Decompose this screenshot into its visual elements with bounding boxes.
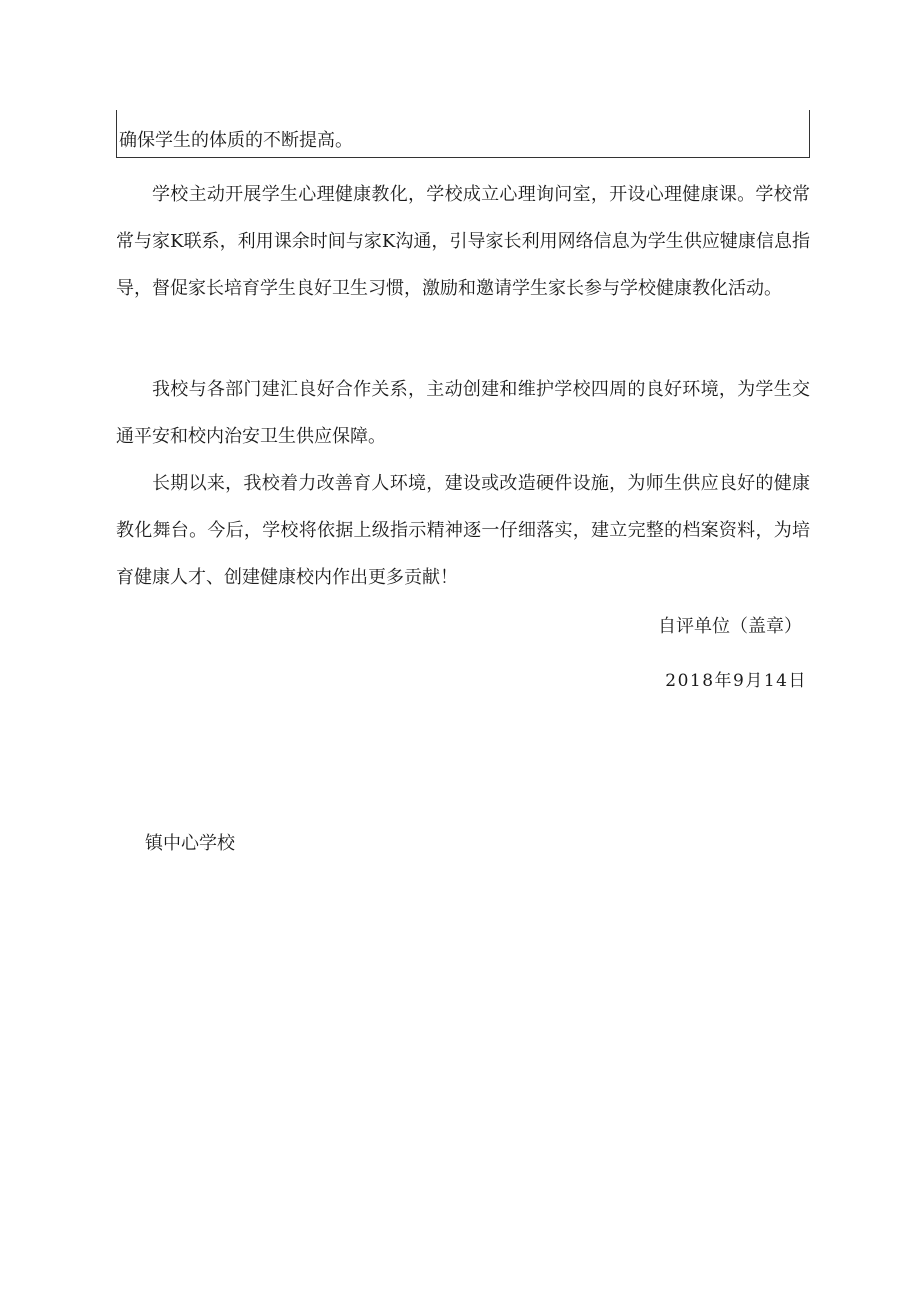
paragraph-cooperation: 我校与各部门建汇良好合作关系，主动创建和维护学校四周的良好环境，为学生交通平安和校内治安卫生供应保障。 — [116, 379, 810, 447]
school-name: 镇中心学校 — [145, 833, 235, 854]
paragraph-environment: 长期以来，我校着力改善育人环境，建设或改造硬件设施，为师生供应良好的健康教化舞台。今后，学校将依据上级指示精神逐一仔细落实，建立完整的档案资料，为培育健康人才、创建健康校内作出更多贡献！ — [116, 473, 810, 588]
table-cell-text: 确保学生的体质的不断提高。 — [119, 130, 353, 151]
paragraph-mental-health: 学校主动开展学生心理健康教化，学校成立心理询问室，开设心理健康课。学校常常与家K联系，利用课余时间与家K沟通，引导家长利用网络信息为学生供应犍康信息指导，督促家长培育学生良好卫生习惯，激励和邀请学生家长参与学校健康教化活动。 — [116, 184, 810, 299]
signature-unit: 自评单位（盖章） — [658, 616, 802, 637]
table-cell-fragment — [116, 110, 810, 158]
signature-date: 2018年9月14日 — [665, 671, 807, 691]
